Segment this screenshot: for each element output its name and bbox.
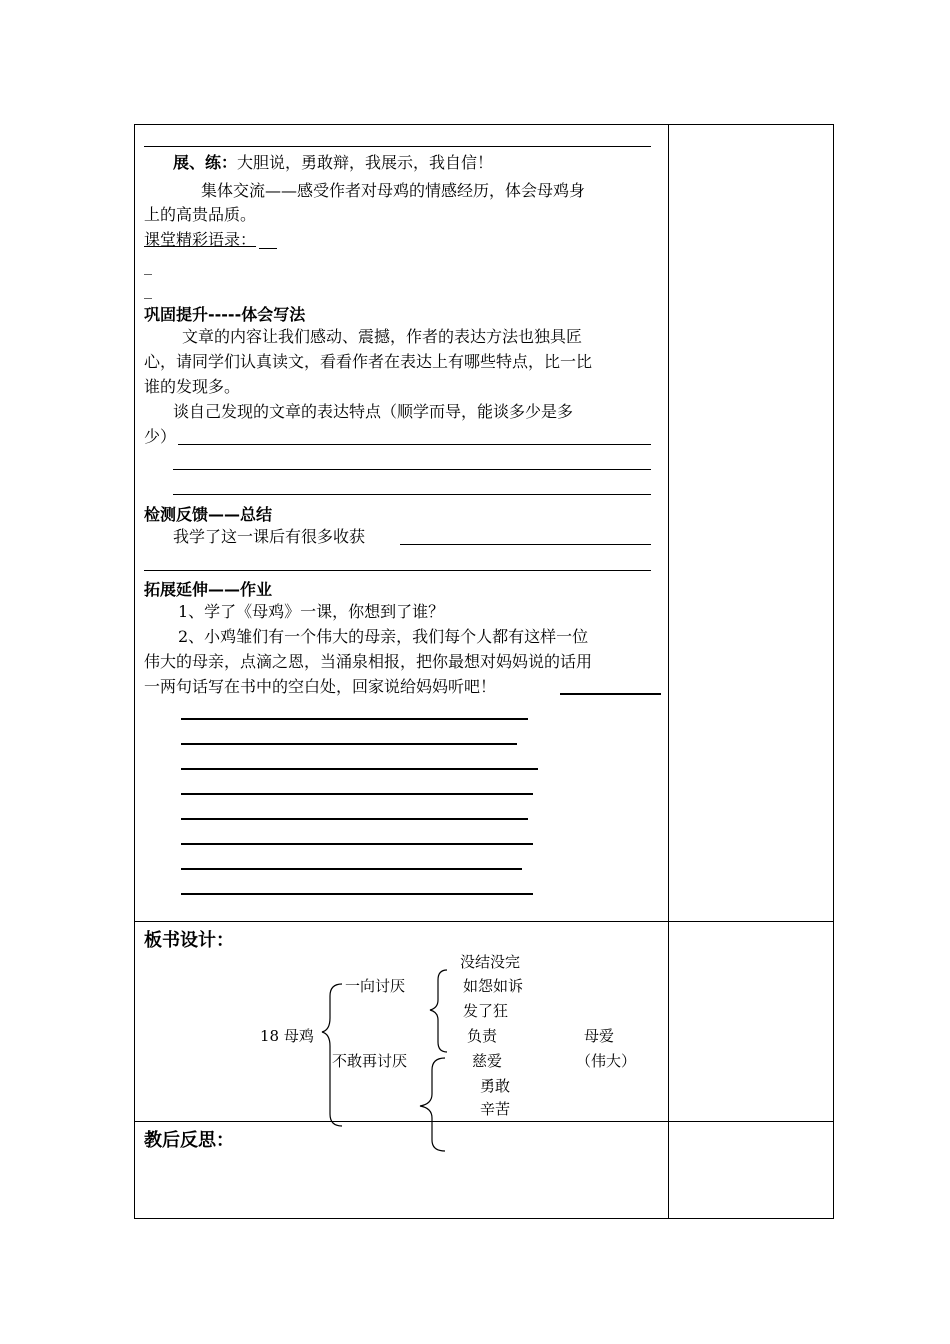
answer-line-consolidate-3 — [173, 494, 651, 495]
answer-line-extension-6 — [181, 843, 533, 845]
board-word-6: 勇敢 — [480, 1077, 511, 1095]
answer-line-extension-8 — [181, 893, 533, 895]
board-word-5: 慈爱 — [472, 1052, 503, 1070]
exchange-line-2: 上的高贵品质。 — [144, 205, 257, 224]
board-word-2: 如怨如诉 — [463, 977, 524, 995]
blank-dash-1: _ — [144, 256, 152, 275]
table-row-divider-board — [134, 921, 834, 922]
table-left-border — [134, 124, 135, 1219]
board-heading: 板书设计： — [144, 930, 234, 951]
practice-heading-rest: 大胆说，勇敢辩，我展示，我自信！ — [237, 153, 494, 172]
board-title: 18 母鸡 — [260, 1027, 314, 1045]
table-top-border — [134, 124, 834, 125]
consolidate-p1-line2: 心，请同学们认真读文，看看作者在表达上有哪些特点，比一比 — [144, 352, 593, 371]
board-branch-2: 不敢再讨厌 — [332, 1052, 408, 1070]
consolidate-p2-line1: 谈自己发现的文章的表达特点（顺学而导，能谈多少是多 — [173, 402, 574, 421]
answer-line-extension-1 — [181, 718, 528, 720]
quotes-underline-tail — [259, 248, 277, 249]
extension-item-1: 1、学了《母鸡》一课，你想到了谁？ — [178, 602, 445, 621]
board-result-2: （伟大） — [576, 1052, 637, 1070]
feedback-text: 我学了这一课后有很多收获 — [173, 527, 366, 546]
board-word-4: 负责 — [467, 1027, 498, 1045]
table-right-border — [833, 124, 834, 1219]
answer-line-top — [144, 146, 651, 147]
answer-line-consolidate-2 — [173, 469, 651, 470]
reflection-heading: 教后反思： — [144, 1130, 234, 1151]
brace-lower — [420, 1058, 445, 1151]
practice-heading: 展、练： — [173, 153, 238, 172]
quotes-label: 课堂精彩语录： — [144, 230, 257, 249]
answer-line-extension-2 — [181, 743, 517, 745]
table-row-divider-reflection — [134, 1121, 834, 1122]
answer-line-extension-7 — [181, 868, 522, 870]
answer-line-extension-4 — [181, 793, 533, 795]
consolidate-p1-line3: 谁的发现多。 — [144, 377, 241, 396]
board-word-3: 发了狂 — [463, 1002, 509, 1020]
feedback-heading: 检测反馈——总结 — [144, 505, 273, 524]
consolidate-p1-line1: 文章的内容让我们感动、震撼，作者的表达方法也独具匠 — [182, 327, 583, 346]
board-word-7: 辛苦 — [480, 1100, 511, 1118]
brace-upper — [430, 970, 447, 1052]
exchange-line-1: 集体交流——感受作者对母鸡的情感经历，体会母鸡身 — [201, 181, 586, 200]
answer-line-extension-5 — [181, 818, 528, 820]
answer-line-feedback-2 — [144, 570, 651, 571]
extension-item-2-line1: 2、小鸡雏们有一个伟大的母亲，我们每个人都有这样一位 — [178, 627, 589, 646]
board-result-1: 母爱 — [584, 1027, 615, 1045]
answer-line-consolidate-1 — [178, 444, 651, 445]
extension-item-2-line2: 伟大的母亲，点滴之恩，当涌泉相报，把你最想对妈妈说的话用 — [144, 652, 593, 671]
table-bottom-border — [134, 1218, 834, 1219]
board-branch-1: 一向讨厌 — [345, 977, 406, 995]
extension-heading: 拓展延伸——作业 — [144, 580, 273, 599]
practice-heading-row — [173, 153, 493, 173]
answer-line-extension-inline — [560, 693, 661, 695]
consolidate-p2-line2: 少） — [144, 427, 177, 446]
extension-item-2-line3: 一两句话写在书中的空白处，回家说给妈妈听吧！ — [144, 677, 497, 696]
consolidate-heading: 巩固提升-----体会写法 — [144, 305, 306, 324]
table-column-divider — [668, 124, 669, 1219]
board-word-1: 没结没完 — [460, 953, 521, 971]
blank-dash-2: _ — [144, 280, 152, 299]
answer-line-feedback-1 — [400, 544, 651, 545]
answer-line-extension-3 — [181, 768, 538, 770]
